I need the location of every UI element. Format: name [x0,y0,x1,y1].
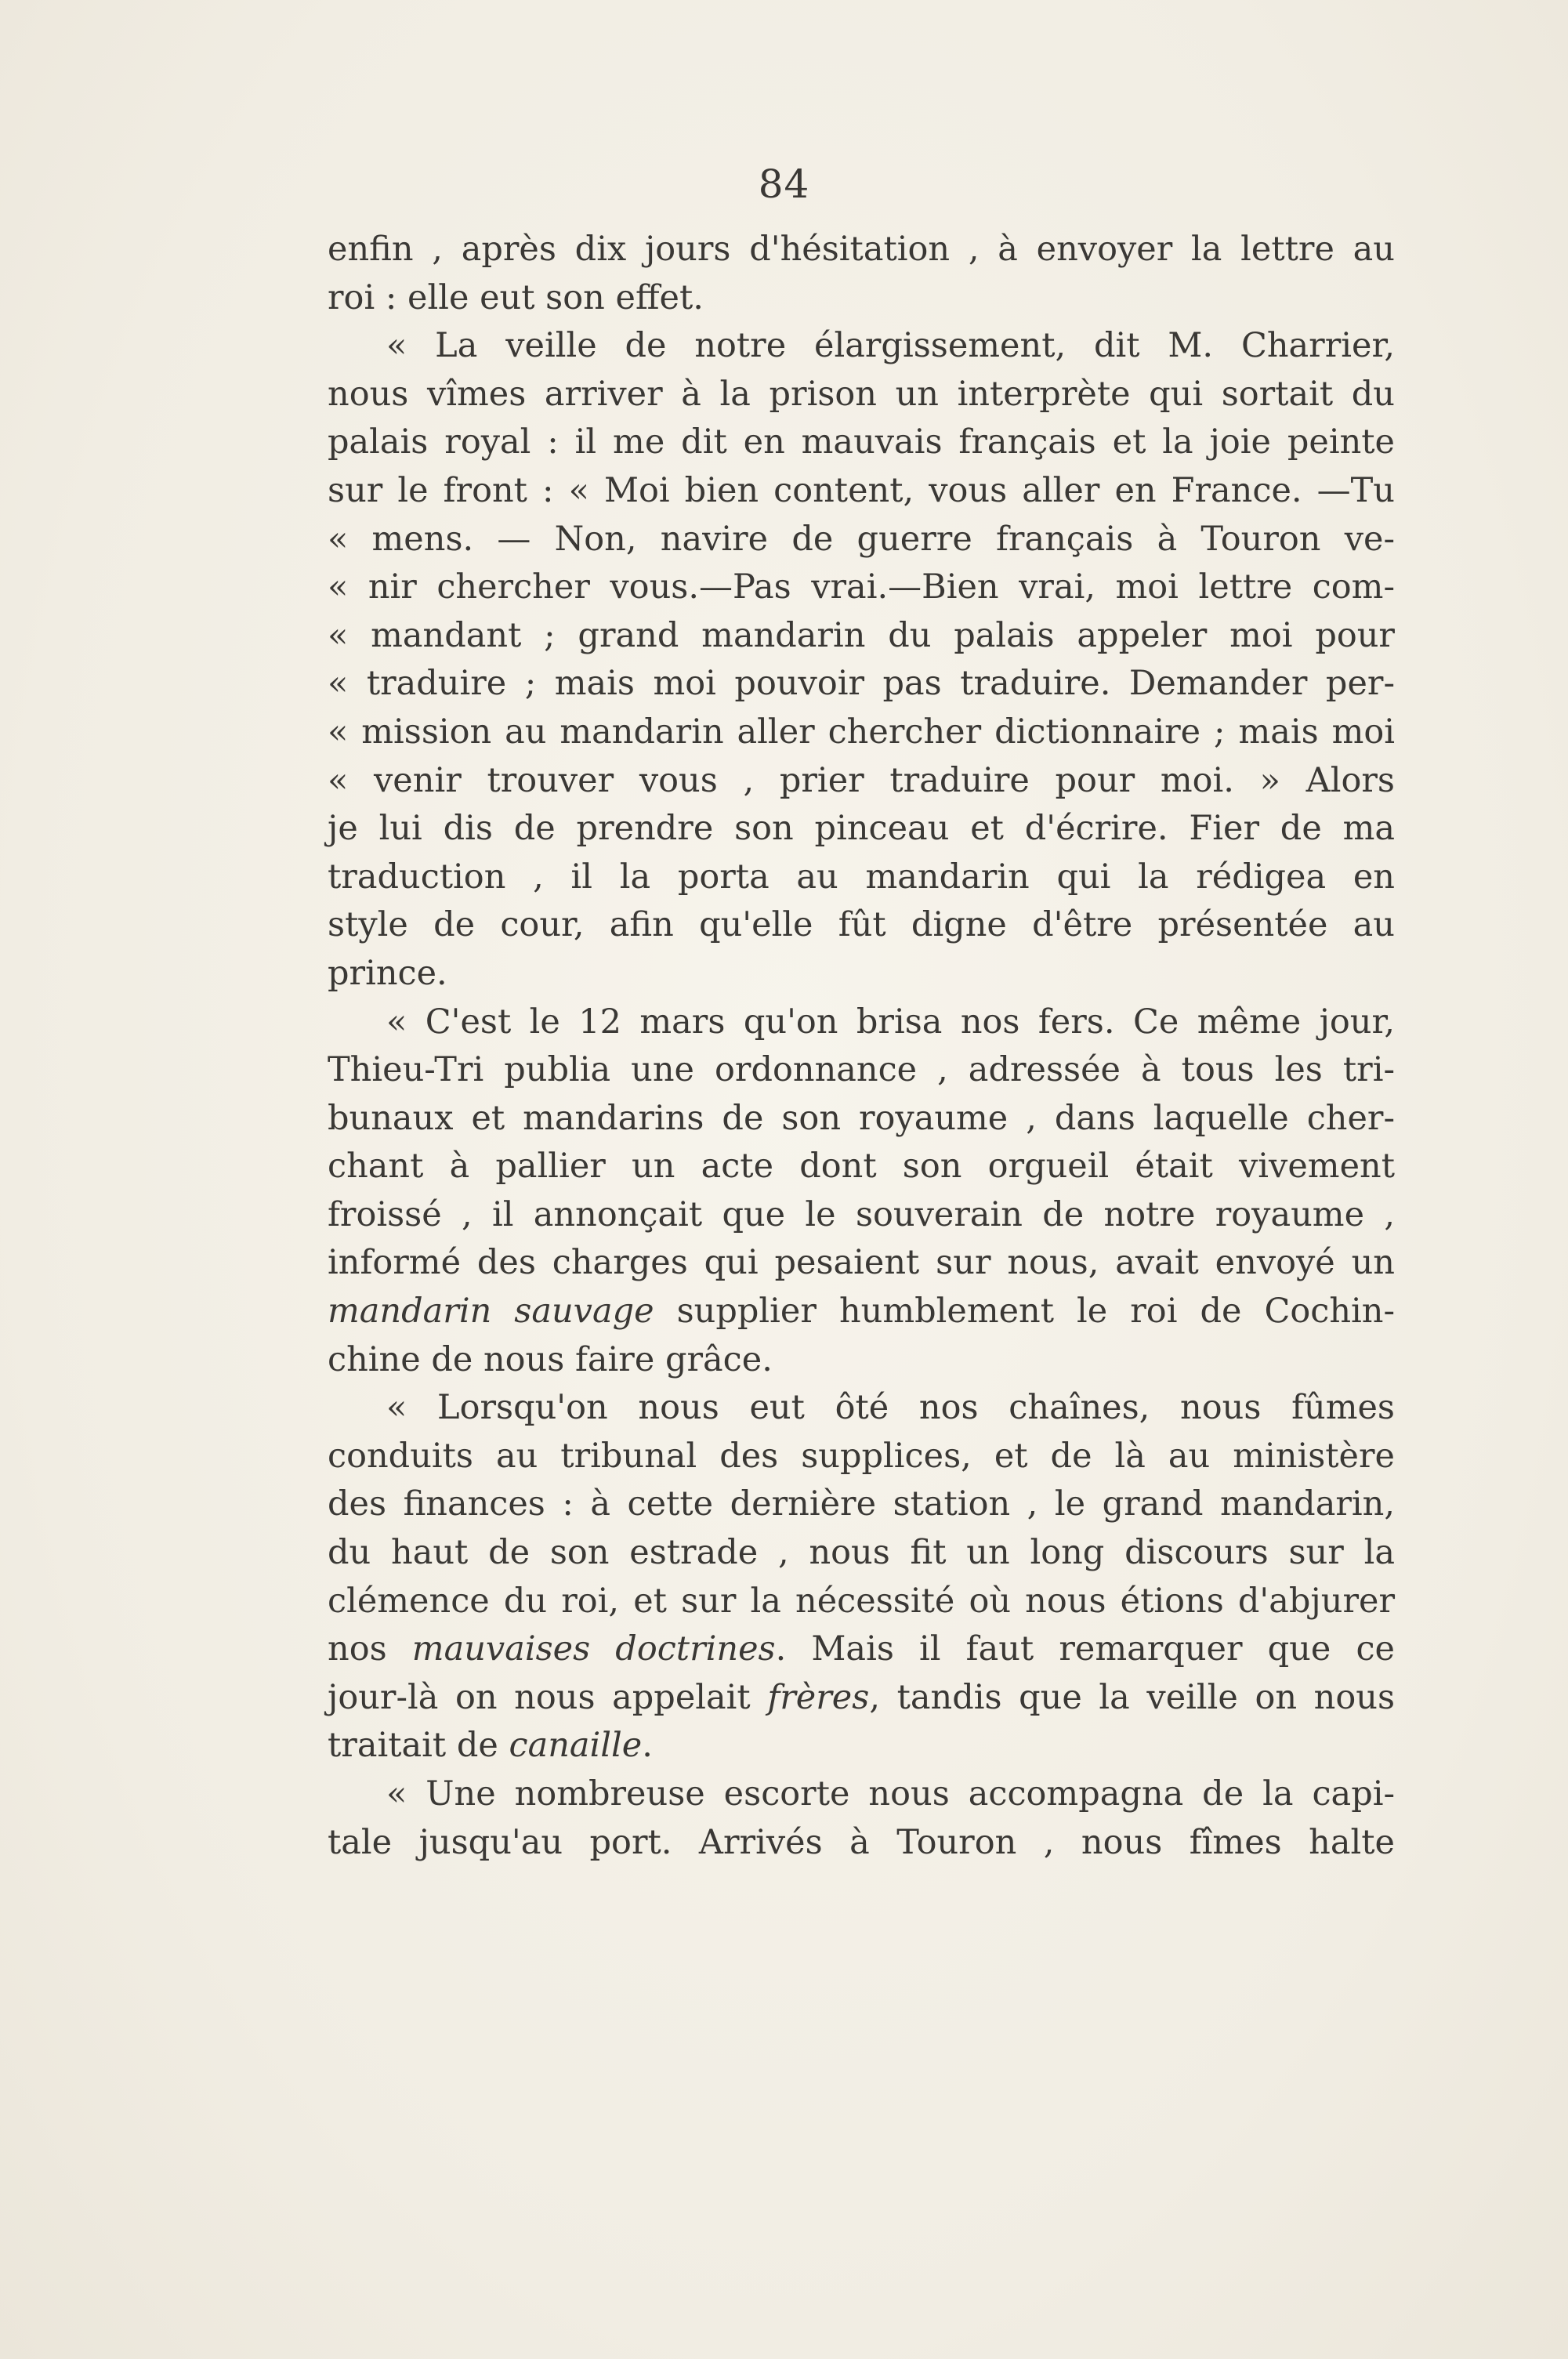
text-segment: . [642,1726,653,1766]
text-segment: jour-là on nous appelait [328,1677,768,1717]
text-line: « traduire ; mais moi pouvoir pas traduire. Demander per- [328,664,1395,704]
italic-text: frères [767,1677,870,1717]
text-line: « nir chercher vous.—Pas vrai.—Bien vrai, moi lettre com- [328,567,1395,607]
text-line: du haut de son estrade , nous fit un long discours sur la [328,1533,1395,1573]
text-line: palais royal : il me dit en mauvais français et la joie peinte [328,422,1395,462]
text-line: chant à pallier un acte dont son orgueil était vivement [328,1147,1395,1187]
text-line: je lui dis de prendre son pinceau et d'écrire. Fier de ma [328,809,1395,849]
text-line [328,1288,1395,1336]
text-line: tale jusqu'au port. Arrivés à Touron , nous fîmes halte [328,1822,1395,1862]
text-line: informé des charges qui pesaient sur nous, avait envoyé un [328,1243,1395,1283]
text-line: clémence du roi, et sur la nécessité où nous étions d'abjurer [328,1581,1395,1621]
text-line: sur le front : « Moi bien content, vous aller en France. —Tu [328,470,1395,510]
italic-text: canaille [509,1726,643,1766]
text-segment: supplier humblement le roi de Cochin- [654,1292,1395,1332]
text-line [328,1722,1395,1770]
text-line: « venir trouver vous , prier traduire pour moi. » Alors [328,760,1395,800]
text-line: chine de nous faire grâce. [328,1339,773,1379]
page-number: 84 [758,161,810,207]
text-line: nous vîmes arriver à la prison un interprète qui sortait du [328,374,1395,414]
text-line: style de cour, afin qu'elle fût digne d'être présentée au [328,905,1395,945]
text-line: « mens. — Non, navire de guerre français à Touron ve- [328,519,1395,559]
text-line [328,1625,1395,1674]
text-line: bunaux et mandarins de son royaume , dans laquelle cher- [328,1098,1395,1138]
text-line [328,1674,1395,1723]
text-line: « mission au mandarin aller chercher dictionnaire ; mais moi [328,712,1395,752]
italic-text: mauvaises doctrines [411,1629,776,1669]
text-line: prince. [328,953,447,993]
text-line: Thieu-Tri publia une ordonnance , adressée à tous les tri- [328,1050,1395,1090]
text-segment: . Mais il faut remarquer que ce [775,1629,1395,1669]
text-line: « C'est le 12 mars qu'on brisa nos fers. Ce même jour, [386,1002,1395,1042]
italic-text: mandarin sauvage [328,1292,654,1332]
text-line: conduits au tribunal des supplices, et de là au ministère [328,1436,1395,1476]
text-segment: traitait de [328,1726,509,1766]
text-line: « mandant ; grand mandarin du palais appeler moi pour [328,615,1395,655]
text-line: enfin , après dix jours d'hésitation , à envoyer la lettre au [328,230,1395,269]
text-line: froissé , il annonçait que le souverain de notre royaume , [328,1194,1395,1234]
text-line: des finances : à cette dernière station , le grand mandarin, [328,1484,1395,1524]
text-line: « Lorsqu'on nous eut ôté nos chaînes, nous fûmes [386,1388,1395,1428]
text-line: « La veille de notre élargissement, dit M. Charrier, [386,326,1395,366]
text-segment: nos [328,1629,412,1669]
text-line: « Une nombreuse escorte nous accompagna de la capi- [386,1774,1395,1814]
text-segment: , tandis que la veille on nous [869,1677,1396,1717]
text-line: roi : elle eut son effet. [328,277,704,317]
page-text [328,226,1395,1867]
text-line: traduction , il la porta au mandarin qui la rédigea en [328,857,1395,897]
